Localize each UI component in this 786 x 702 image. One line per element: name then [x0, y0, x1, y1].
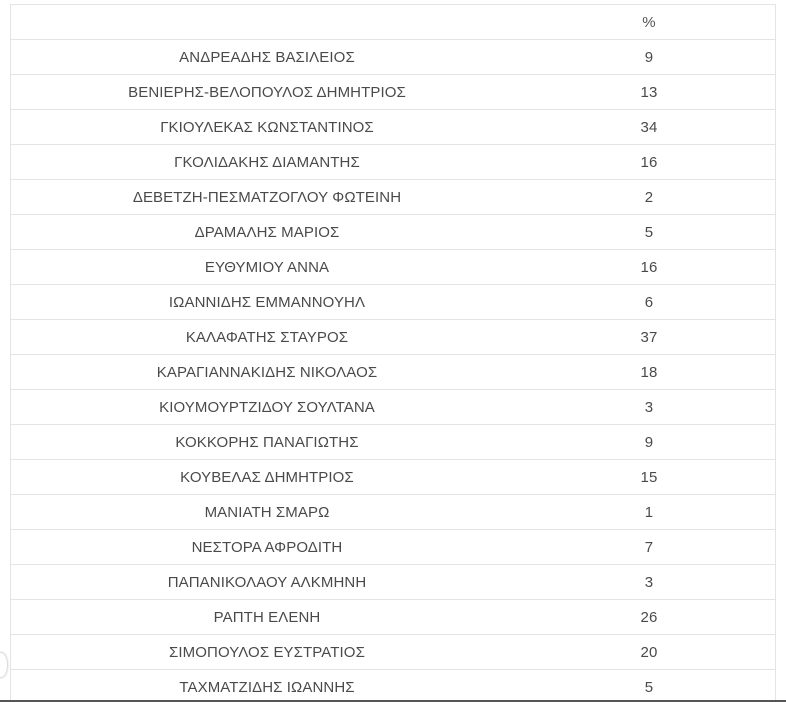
- table-row: [11, 530, 775, 565]
- table-row: [11, 180, 775, 215]
- candidate-percent: 3: [523, 390, 775, 425]
- table-header: [11, 5, 775, 40]
- table-row: [11, 600, 775, 635]
- candidate-percent: 20: [523, 635, 775, 670]
- candidate-percent: 13: [523, 75, 775, 110]
- candidate-name: ΓΚΙΟΥΛΕΚΑΣ ΚΩΝΣΤΑΝΤΙΝΟΣ: [11, 110, 523, 145]
- table-row: [11, 215, 775, 250]
- table-row: [11, 425, 775, 460]
- table-row: [11, 320, 775, 355]
- table-row: [11, 145, 775, 180]
- candidate-name: ΕΥΘΥΜΙΟΥ ΑΝΝΑ: [11, 250, 523, 285]
- table-row: [11, 565, 775, 600]
- table-row: [11, 495, 775, 530]
- candidate-name: ΜΑΝΙΑΤΗ ΣΜΑΡΩ: [11, 495, 523, 530]
- candidate-name: ΠΑΠΑΝΙΚΟΛΑΟΥ ΑΛΚΜΗΝΗ: [11, 565, 523, 600]
- candidate-percent: 15: [523, 460, 775, 495]
- candidate-name: ΚΟΥΒΕΛΑΣ ΔΗΜΗΤΡΙΟΣ: [11, 460, 523, 495]
- candidate-name: ΔΕΒΕΤΖΗ-ΠΕΣΜΑΤΖΟΓΛΟΥ ΦΩΤΕΙΝΗ: [11, 180, 523, 215]
- candidate-percent: 37: [523, 320, 775, 355]
- table-row: [11, 390, 775, 425]
- table-row: [11, 250, 775, 285]
- candidate-percent: 5: [523, 670, 775, 702]
- header-percent: %: [523, 5, 775, 40]
- candidate-name: ΙΩΑΝΝΙΔΗΣ ΕΜΜΑΝΝΟΥΗΛ: [11, 285, 523, 320]
- candidate-name: ΚΑΛΑΦΑΤΗΣ ΣΤΑΥΡΟΣ: [11, 320, 523, 355]
- candidate-percent: 5: [523, 215, 775, 250]
- candidate-name: ΝΕΣΤΟΡΑ ΑΦΡΟΔΙΤΗ: [11, 530, 523, 565]
- candidate-percent: 16: [523, 145, 775, 180]
- table-body: [11, 40, 775, 702]
- candidate-percent: 6: [523, 285, 775, 320]
- candidate-percent: 34: [523, 110, 775, 145]
- candidate-percent: 9: [523, 425, 775, 460]
- candidate-name: ΡΑΠΤΗ ΕΛΕΝΗ: [11, 600, 523, 635]
- table-row: [11, 460, 775, 495]
- table-row: [11, 670, 775, 702]
- table-header-row: [11, 5, 775, 40]
- candidate-percent: 7: [523, 530, 775, 565]
- candidate-name: ΑΝΔΡΕΑΔΗΣ ΒΑΣΙΛΕΙΟΣ: [11, 40, 523, 75]
- candidate-percent: 26: [523, 600, 775, 635]
- candidate-name: ΒΕΝΙΕΡΗΣ-ΒΕΛΟΠΟΥΛΟΣ ΔΗΜΗΤΡΙΟΣ: [11, 75, 523, 110]
- candidate-percent: 3: [523, 565, 775, 600]
- candidate-name: ΓΚΟΛΙΔΑΚΗΣ ΔΙΑΜΑΝΤΗΣ: [11, 145, 523, 180]
- candidate-percent: 1: [523, 495, 775, 530]
- table-row: [11, 40, 775, 75]
- candidate-name: ΚΑΡΑΓΙΑΝΝΑΚΙΔΗΣ ΝΙΚΟΛΑΟΣ: [11, 355, 523, 390]
- results-table: [11, 5, 775, 702]
- table-row: [11, 355, 775, 390]
- candidate-name: ΚΟΚΚΟΡΗΣ ΠΑΝΑΓΙΩΤΗΣ: [11, 425, 523, 460]
- candidate-name: ΚΙΟΥΜΟΥΡΤΖΙΔΟΥ ΣΟΥΛΤΑΝΑ: [11, 390, 523, 425]
- table-row: [11, 75, 775, 110]
- results-table-container: [10, 4, 776, 702]
- candidate-percent: 18: [523, 355, 775, 390]
- candidate-percent: 2: [523, 180, 775, 215]
- header-name: [11, 5, 523, 40]
- candidate-name: ΤΑΧΜΑΤΖΙΔΗΣ ΙΩΑΝΝΗΣ: [11, 670, 523, 702]
- candidate-percent: 9: [523, 40, 775, 75]
- candidate-percent: 16: [523, 250, 775, 285]
- candidate-name: ΔΡΑΜΑΛΗΣ ΜΑΡΙΟΣ: [11, 215, 523, 250]
- table-row: [11, 635, 775, 670]
- table-row: [11, 285, 775, 320]
- candidate-name: ΣΙΜΟΠΟΥΛΟΣ ΕΥΣΤΡΑΤΙΟΣ: [11, 635, 523, 670]
- scroll-handle[interactable]: [0, 652, 8, 678]
- table-row: [11, 110, 775, 145]
